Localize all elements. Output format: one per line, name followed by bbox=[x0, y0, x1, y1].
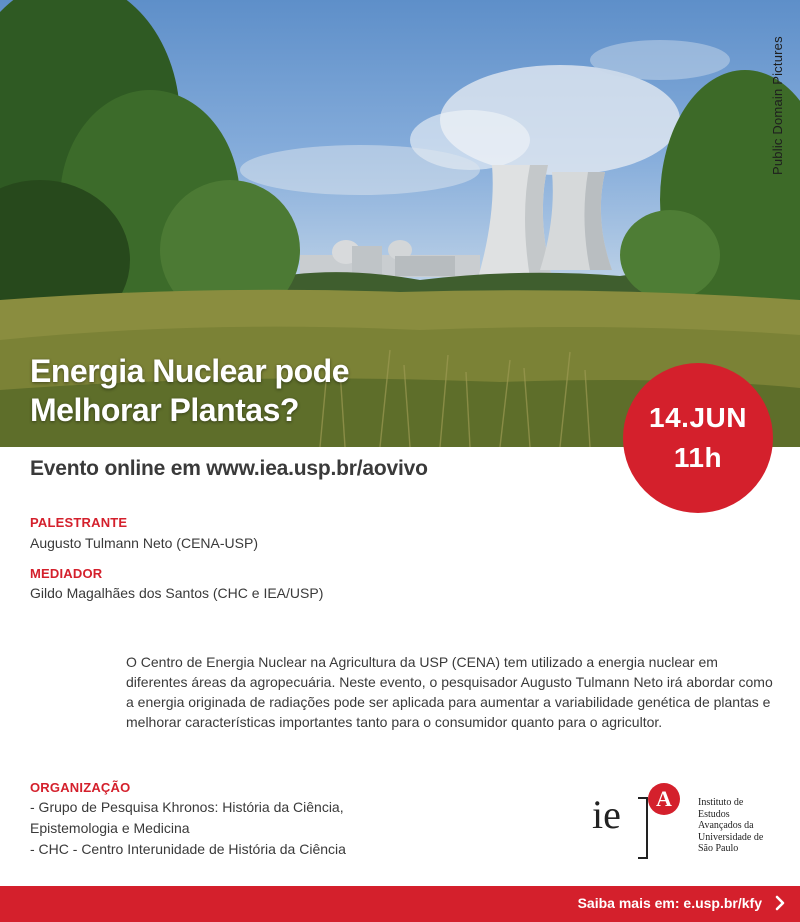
more-info-link[interactable]: Saiba mais em: e.usp.br/kfy bbox=[577, 895, 762, 911]
logo-line: São Paulo bbox=[698, 843, 739, 854]
chevron-right-icon[interactable] bbox=[770, 893, 790, 913]
event-description: O Centro de Energia Nuclear na Agricultura da USP (CENA) tem utilizado a energia nuclear em diferentes áreas da agropecuária. Neste evento, o pesquisador Augusto Tulmann Neto irá abordar como a energia originada de radiações pode ser aplicada para aumentar a variabilidade genética de plantas e melhorar características importantes tanto para o consumidor quanto para o agricultor. bbox=[126, 654, 773, 730]
event-date: 14.JUN bbox=[649, 402, 747, 433]
organization-item: - Grupo de Pesquisa Khronos: História da Ciência, bbox=[30, 799, 344, 815]
photo-credit: Public Domain Pictures bbox=[770, 36, 785, 175]
logo-line: Instituto de bbox=[698, 797, 744, 808]
logo-bracket bbox=[638, 797, 648, 859]
organization-item: Epistemologia e Medicina bbox=[30, 820, 190, 836]
mediator-name: Gildo Magalhães dos Santos (CHC e IEA/USP) bbox=[30, 585, 324, 601]
logo-line: Estudos bbox=[698, 808, 730, 820]
event-title-line-1: Energia Nuclear pode bbox=[30, 353, 349, 389]
footer-bar bbox=[0, 886, 800, 922]
logo-line: Universidade de bbox=[698, 831, 764, 843]
iea-usp-logo bbox=[592, 783, 782, 861]
mediator-label: MEDIADOR bbox=[30, 566, 103, 581]
date-badge bbox=[623, 363, 773, 513]
logo-emblem-icon: A bbox=[648, 783, 680, 815]
organization-list bbox=[30, 797, 346, 860]
event-time: 11h bbox=[673, 442, 723, 473]
speaker-label: PALESTRANTE bbox=[30, 515, 128, 530]
event-title-line-2: Melhorar Plantas? bbox=[30, 392, 299, 428]
logo-ie-text: ie bbox=[592, 792, 621, 837]
organization-item: - CHC - Centro Interunidade de História da Ciência bbox=[30, 841, 346, 857]
logo-institution-name bbox=[698, 797, 763, 855]
logo-line: Avançados da bbox=[698, 820, 754, 831]
speaker-name: Augusto Tulmann Neto (CENA-USP) bbox=[30, 535, 258, 551]
event-title bbox=[30, 352, 349, 430]
event-subtitle: Evento online em www.iea.usp.br/aovivo bbox=[30, 457, 428, 480]
organization-label: ORGANIZAÇÃO bbox=[30, 780, 131, 795]
